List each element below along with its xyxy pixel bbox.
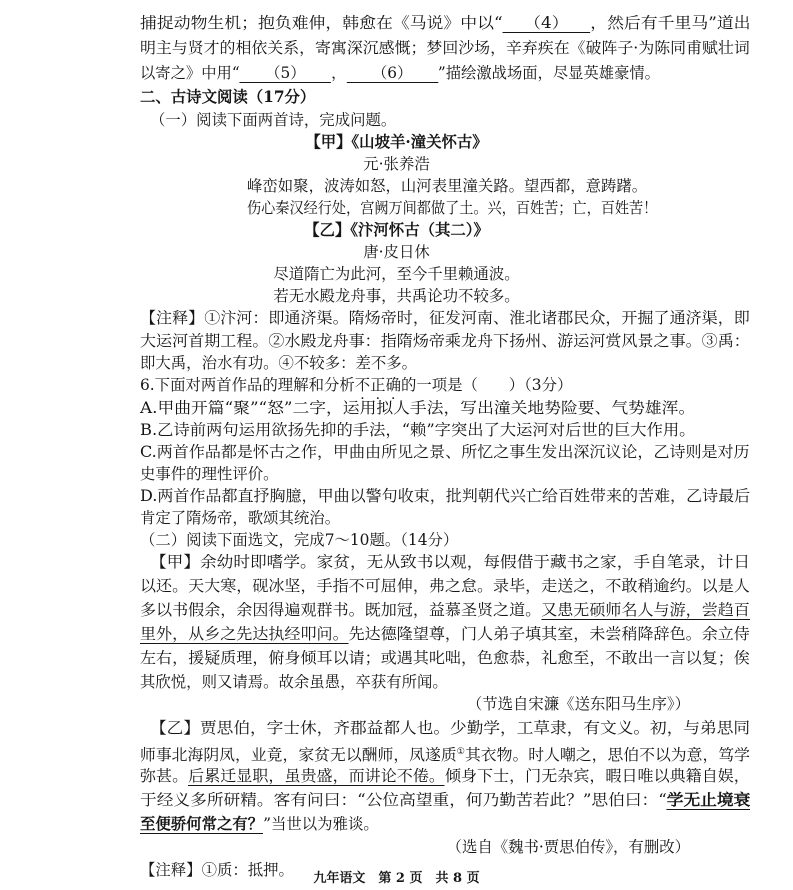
poem-a-line-2: 伤心秦汉经行处，宫阙万间都做了土。兴，百姓苦；亡，百姓苦！ xyxy=(247,199,658,217)
underlined-sentence-b: 后累迁显职，虽贵盛，而讲论不倦。 xyxy=(188,767,445,785)
underlined-sentence-a: 又患无硕师名人与游，尝趋百 xyxy=(541,601,750,619)
passage-a-source: （节选自宋濂《送东阳马生序》） xyxy=(466,695,690,713)
top-line-2: 明主与贤才的相依关系，寄寓深沉感慨；梦回沙场，辛弃疾在《破阵子·为陈同甫赋壮词 xyxy=(140,39,750,57)
poem-b-author: 唐·皮日休 xyxy=(363,243,430,261)
passage-b-line-5: 至便骄何常之有？”当世以为雅谈。 xyxy=(140,815,379,833)
passage-b-line-2: 师事北海阴凤，业竟，家贫无以酬师，凤遂质①其衣物。时人嘲之，思伯不以为意，笃学 xyxy=(140,746,750,765)
passage-a-line-5: 左右，援疑质理，俯身倾耳以请；或遇其叱咄，色愈恭，礼愈至，不敢出一言以复；俟 xyxy=(140,649,750,667)
part-1-intro: （一）阅读下面两首诗，完成问题。 xyxy=(150,111,397,129)
poem-b-line-1: 尽道隋亡为此河，至今千里赖通波。 xyxy=(273,265,520,283)
option-d-line-2: 肯定了隋炀帝，歌颂其统治。 xyxy=(140,509,341,527)
note-line-3: 即大禹，治水有功。④不较多：差不多。 xyxy=(140,354,418,372)
note-line-2: 大运河首期工程。②水殿龙舟事：指隋炀帝乘龙舟下扬州、游运河赏风景之事。③禹： xyxy=(140,332,750,350)
passage-a-line-6: 其欣悦，则又请焉。故余虽愚，卒获有所闻。 xyxy=(140,673,448,691)
option-c-line-1[interactable]: C.两首作品都是怀古之作，甲曲由所见之景、所忆之事生发出深沉议论，乙诗则是对历 xyxy=(140,443,750,461)
blank-5[interactable]: （5） xyxy=(240,64,331,83)
passage-b-line-3: 弥甚。后累迁显职，虽贵盛，而讲论不倦。倾身下士，门无杂宾，暇日唯以典籍自娱， xyxy=(140,767,750,785)
blank-4[interactable]: （4） xyxy=(503,14,591,33)
underlined-sentence-a-cont: 里外，从乡之先达执经叩问。 xyxy=(140,625,349,643)
note-zhi: 【注释】①质：抵押。 xyxy=(140,861,294,879)
section-2-heading: 二、古诗文阅读（17分） xyxy=(140,88,316,106)
note-line-1: 【注释】①汴河：即通济渠。隋炀帝时，征发河南、淮北诸郡民众，开掘了通济渠，即 xyxy=(140,309,750,327)
question-6-stem: 6.下面对两首作品的理解和分析不正确的一项是（ ）（3分） xyxy=(140,376,573,394)
option-b[interactable]: B.乙诗前两句运用欲扬先抑的手法，“赖”字突出了大运河对后世的巨大作用。 xyxy=(140,421,696,439)
passage-a-line-3: 多以书假余，余因得遍观群书。既加冠，益慕圣贤之道。又患无硕师名人与游，尝趋百 xyxy=(140,601,750,619)
passage-a-line-4: 里外，从乡之先达执经叩问。先达德隆望尊，门人弟子填其室，未尝稍降辞色。余立侍 xyxy=(140,625,750,643)
passage-a-line-1: 【甲】余幼时即嗜学。家贫，无从致书以观，每假借于藏书之家，手自笔录，计日 xyxy=(150,553,751,571)
poem-a-title: 【甲】《山坡羊·潼关怀古》 xyxy=(305,133,488,151)
underlined-quote-b-cont: 至便骄何常之有？ xyxy=(140,815,264,833)
underlined-quote-b: 学无止境衰 xyxy=(666,791,751,809)
page-footer: 九年语文 第 2 页 共 8 页 xyxy=(313,871,480,886)
option-c-line-2: 史事件的理性评价。 xyxy=(140,465,279,483)
passage-b-line-1: 【乙】贾思伯，字士休，齐郡益都人也。少勤学，工草隶，有文义。初，与弟思同 xyxy=(150,719,751,737)
part-2-intro: （二）阅读下面选文，完成7～10题。（14分） xyxy=(140,531,459,549)
option-a[interactable]: A.甲曲开篇“聚”“怒”二字，运用拟人手法，写出潼关地势险要、气势雄浑。 xyxy=(140,399,696,417)
poem-b-line-2: 若无水殿龙舟事，共禹论功不较多。 xyxy=(273,287,520,305)
poem-b-title: 【乙】《汴河怀古（其二）》 xyxy=(304,221,489,239)
top-line-3: 以寄之》中用“ （5） ， （6） ”描绘激战场面，尽显英雄豪情。 xyxy=(140,64,660,82)
option-d-line-1[interactable]: D.两首作品都直抒胸臆，甲曲以警句收束，批判朝代兴亡给百姓带来的苦难，乙诗最后 xyxy=(140,487,751,505)
passage-b-source: （选自《魏书·贾思伯传》，有删改） xyxy=(446,838,690,856)
poem-a-line-1: 峰峦如聚，波涛如怒，山河表里潼关路。望西都，意踌躇。 xyxy=(247,177,648,195)
blank-6[interactable]: （6） xyxy=(346,64,437,83)
passage-a-line-2: 以还。天大寒，砚冰坚，手指不可屈伸，弗之怠。录毕，走送之，不敢稍逾约。以是人 xyxy=(140,577,750,595)
passage-b-line-4: 于经义多所研精。客有问曰：“公位高望重，何乃勤苦若此？”思伯曰：“学无止境衰 xyxy=(140,791,751,809)
top-line-1: 捕捉动物生机；抱负难伸，韩愈在《马说》中以“ （4） ，然后有千里马”道出 xyxy=(140,14,751,32)
poem-a-author: 元·张养浩 xyxy=(363,155,430,173)
